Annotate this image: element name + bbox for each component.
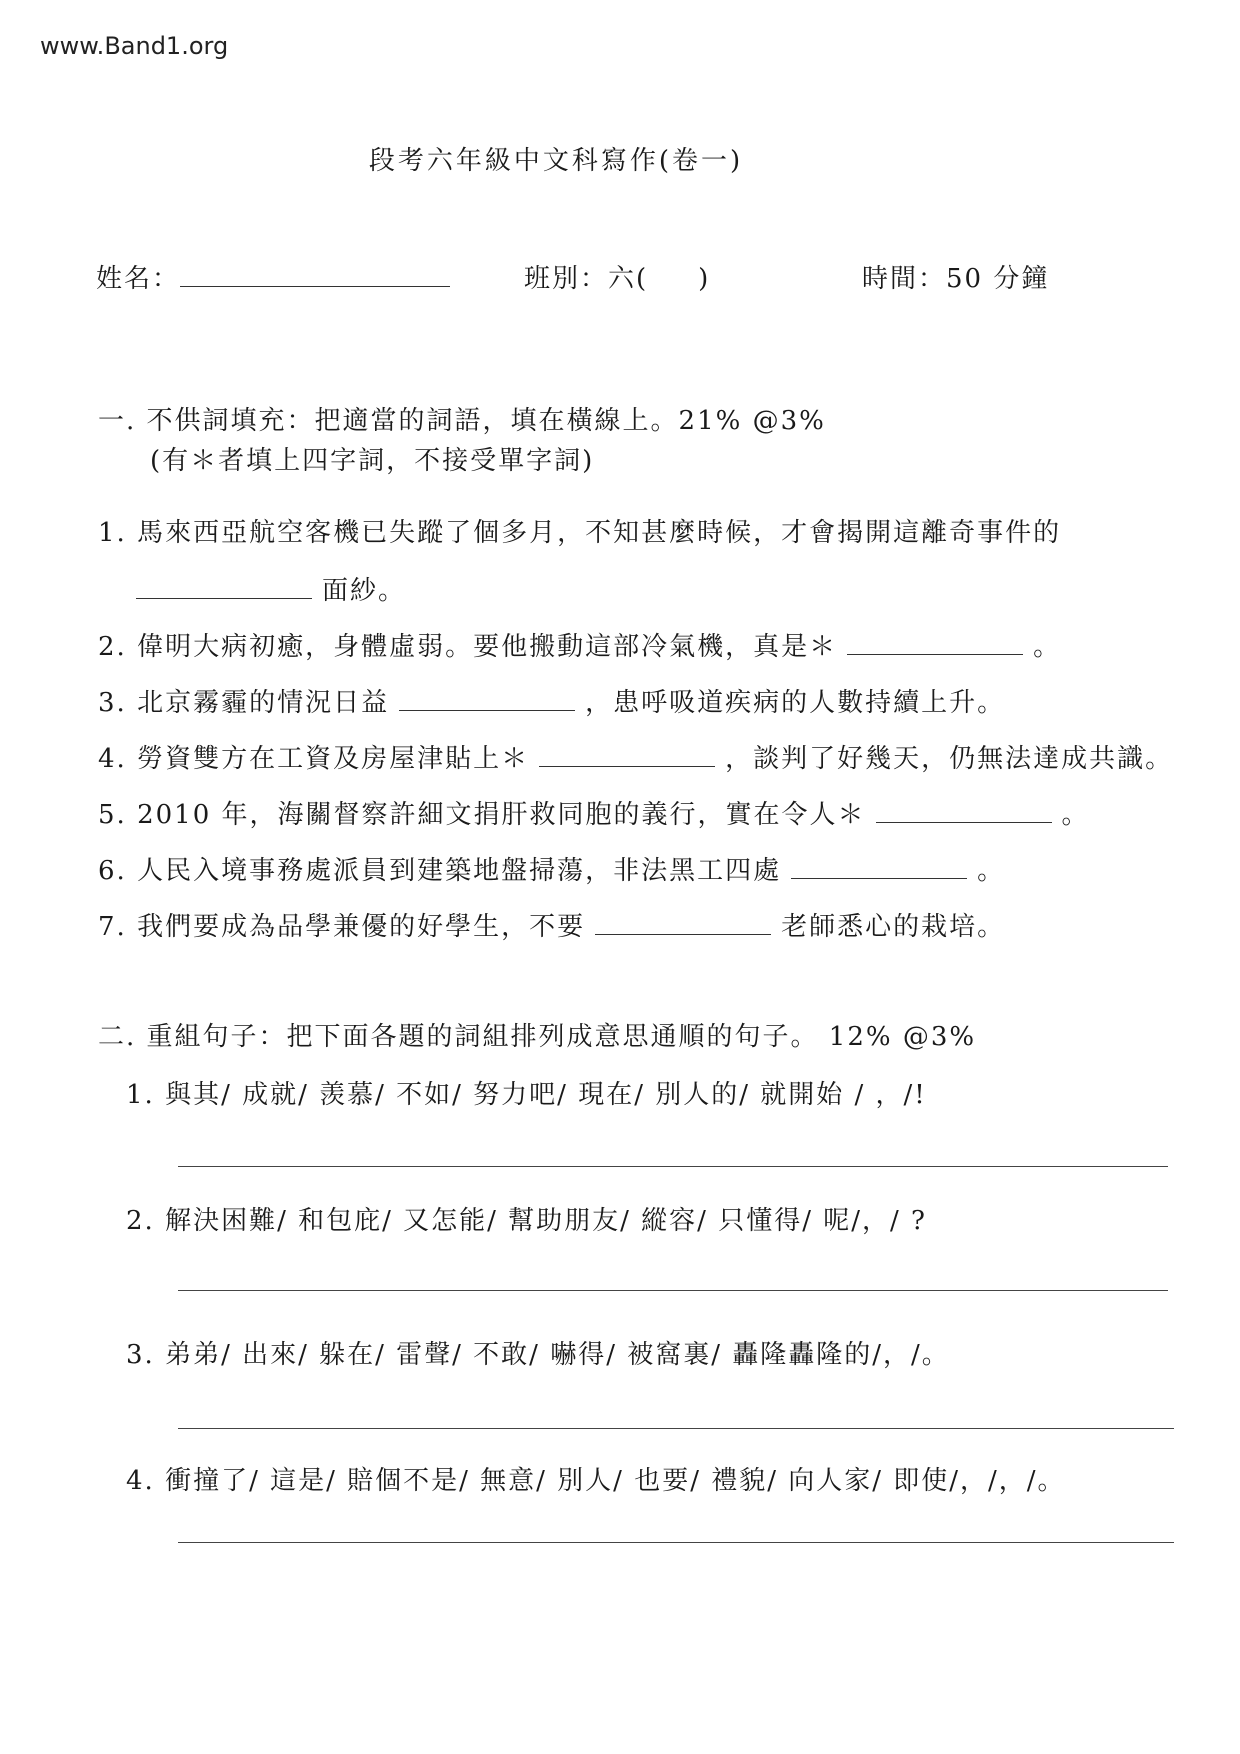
reorder-q2: 2. 解決困難/ 和包庇/ 又怎能/ 幫助朋友/ 縱容/ 只懂得/ 呢/，/ ? xyxy=(126,1206,927,1236)
class-label: 班別：六( xyxy=(524,264,649,294)
q2-text: 2. 偉明大病初癒，身體虛弱。要他搬動這部冷氣機，真是＊ xyxy=(98,632,838,662)
name-blank[interactable] xyxy=(180,262,450,287)
q1-line2 xyxy=(136,570,406,607)
name-field xyxy=(96,258,450,295)
exam-title: 段考六年級中文科寫作(卷一) xyxy=(368,146,744,176)
reorder-q4: 4. 衝撞了/ 這是/ 賠個不是/ 無意/ 別人/ 也要/ 禮貌/ 向人家/ 即使/，/，/。 xyxy=(126,1466,1066,1496)
class-field xyxy=(524,258,710,295)
q5-text: 5. 2010 年，海關督察許細文捐肝救同胞的義行，實在令人＊ xyxy=(98,800,866,830)
q1-line1: 1. 馬來西亞航空客機已失蹤了個多月，不知甚麼時候，才會揭開這離奇事件的 xyxy=(98,518,1062,548)
reorder-q4-answer-line[interactable] xyxy=(178,1542,1174,1543)
q7 xyxy=(98,906,1005,943)
reorder-q3-answer-line[interactable] xyxy=(178,1428,1174,1429)
q5-tail: 。 xyxy=(1061,800,1090,830)
name-label: 姓名： xyxy=(96,264,181,294)
q3-blank[interactable] xyxy=(399,688,575,711)
q7-text: 7. 我們要成為品學兼優的好學生，不要 xyxy=(98,912,586,942)
q5 xyxy=(98,794,1090,831)
q4-text: 4. 勞資雙方在工資及房屋津貼上＊ xyxy=(98,744,530,774)
q3-tail: ，患呼吸道疾病的人數持續上升。 xyxy=(585,688,1006,718)
site-watermark: www.Band1.org xyxy=(40,32,229,60)
q1-tail: 面紗。 xyxy=(322,576,407,606)
q7-blank[interactable] xyxy=(595,912,771,935)
q4-tail: ，談判了好幾天，仍無法達成共識。 xyxy=(725,744,1174,774)
q3 xyxy=(98,682,1005,719)
q5-blank[interactable] xyxy=(876,800,1052,823)
q6-tail: 。 xyxy=(977,856,1006,886)
q1-blank[interactable] xyxy=(136,576,312,599)
q6 xyxy=(98,850,1005,887)
q2-tail: 。 xyxy=(1033,632,1062,662)
reorder-q1-answer-line[interactable] xyxy=(178,1166,1168,1167)
q2 xyxy=(98,626,1061,663)
q6-text: 6. 人民入境事務處派員到建築地盤掃蕩，非法黑工四處 xyxy=(98,856,782,886)
q2-blank[interactable] xyxy=(847,632,1023,655)
q7-tail: 老師悉心的栽培。 xyxy=(781,912,1006,942)
q6-blank[interactable] xyxy=(791,856,967,879)
q3-text: 3. 北京霧霾的情況日益 xyxy=(98,688,390,718)
class-close: ) xyxy=(698,264,711,294)
reorder-q2-answer-line[interactable] xyxy=(178,1290,1168,1291)
reorder-q3: 3. 弟弟/ 出來/ 躲在/ 雷聲/ 不敢/ 嚇得/ 被窩裏/ 轟隆轟隆的/，/。 xyxy=(126,1340,950,1370)
reorder-q1: 1. 與其/ 成就/ 羡慕/ 不如/ 努力吧/ 現在/ 別人的/ 就開始 / ，/! xyxy=(126,1080,927,1110)
section1-heading: 一. 不供詞填充：把適當的詞語，填在橫線上。21% @3% xyxy=(98,406,826,436)
section2-heading: 二. 重組句子：把下面各題的詞組排列成意思通順的句子。 12% @3% xyxy=(98,1022,977,1052)
time-label: 時間：50 分鐘 xyxy=(862,264,1050,294)
q4 xyxy=(98,738,1173,775)
q4-blank[interactable] xyxy=(539,744,715,767)
section1-note: (有＊者填上四字詞，不接受單字詞) xyxy=(150,446,595,476)
